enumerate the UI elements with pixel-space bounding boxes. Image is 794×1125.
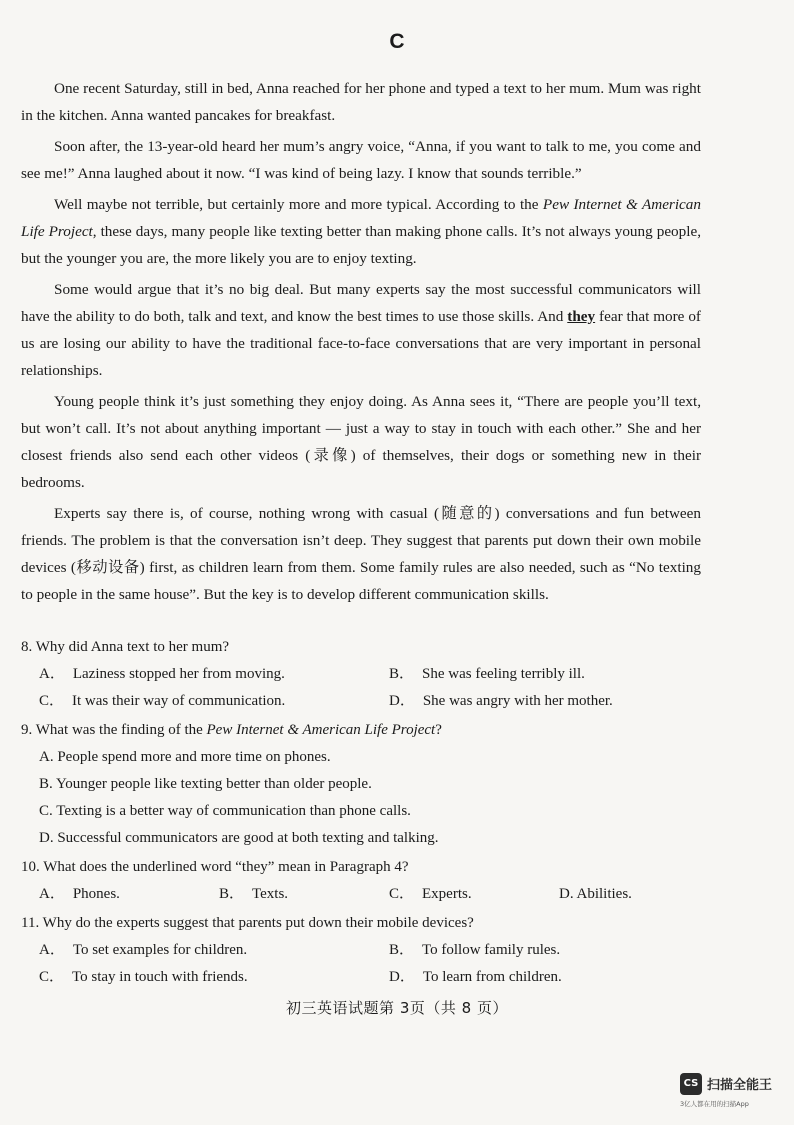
question-11-options xyxy=(21,937,721,991)
question-9-stem-start: 9. What was the finding of the xyxy=(21,722,207,738)
question-10-option-d[interactable]: D. Abilities. xyxy=(559,886,632,902)
question-9-option-c[interactable]: C. Texting is a better way of communication than phone calls. xyxy=(39,803,411,819)
page-footer: 初三英语试题第 3页（共 8 页） xyxy=(286,999,508,1017)
option-text: She was angry with her mother. xyxy=(422,693,613,709)
option-text: Laziness stopped her from moving. xyxy=(72,666,285,682)
question-9-stem xyxy=(21,717,721,744)
paragraph-1: One recent Saturday, still in bed, Anna reached for her phone and typed a text to her mum. Mum was right in the kitchen. Anna wanted pancakes for breakfast. xyxy=(21,80,701,124)
paragraph-3-end: , these days, many people like texting better than making phone calls. It’s not always young people, but the younger you are, the more likely you are to enjoy texting. xyxy=(21,223,702,267)
question-list xyxy=(21,634,721,993)
option-text: To follow family rules. xyxy=(422,942,561,958)
question-11-stem: 11. Why do the experts suggest that parents put down their mobile devices? xyxy=(21,915,474,931)
question-11 xyxy=(21,910,721,991)
question-8-option-a[interactable] xyxy=(39,661,389,688)
option-text: To learn from children. xyxy=(422,969,562,985)
option-text: To stay in touch with friends. xyxy=(72,969,248,985)
option-letter: C． xyxy=(389,886,415,902)
cs-logo-icon: CS xyxy=(680,1073,702,1095)
scanner-tagline: 3亿人都在用的扫描App xyxy=(680,1100,749,1108)
question-10-options xyxy=(21,881,721,908)
option-text: Phones. xyxy=(72,886,120,902)
question-10-option-a[interactable] xyxy=(39,881,219,908)
question-8-option-b[interactable] xyxy=(389,661,719,688)
question-9-option-a[interactable]: A. People spend more and more time on phones. xyxy=(39,749,331,765)
section-heading: C xyxy=(389,30,405,53)
option-letter: A． xyxy=(39,666,65,682)
option-letter: C． xyxy=(39,693,65,709)
scanner-app-name: 扫描全能王 xyxy=(707,1078,773,1093)
paragraph-4-start: Some would argue that it’s no big deal. But many experts say the most successful communicators will have the ability to do both, talk and text, and know the best times to use those skills. And xyxy=(21,281,701,325)
option-letter: B． xyxy=(389,666,415,682)
question-8 xyxy=(21,634,721,715)
paragraph-4-end: fear that more of us are losing our ability to have the traditional face-to-face conversations that are very important in personal relationships. xyxy=(21,308,701,379)
question-9 xyxy=(21,717,721,852)
paragraph-3-start: Well maybe not terrible, but certainly more and more typical. According to the xyxy=(54,196,543,213)
option-text: Texts. xyxy=(252,886,289,902)
paragraph-4 xyxy=(21,276,701,384)
option-text: She was feeling terribly ill. xyxy=(422,666,585,682)
question-9-options xyxy=(21,744,721,852)
question-10-stem: 10. What does the underlined word “they” mean in Paragraph 4? xyxy=(21,859,409,875)
option-text: To set examples for children. xyxy=(72,942,248,958)
paragraph-3 xyxy=(21,191,701,272)
option-text: It was their way of communication. xyxy=(72,693,286,709)
option-letter: A． xyxy=(39,886,65,902)
question-10-option-c[interactable] xyxy=(389,881,559,908)
project-name-italic: Pew Internet & American Life Project xyxy=(21,196,701,240)
paragraph-6: Experts say there is, of course, nothing wrong with casual (随意的) conversations and fun between friends. The problem is that the conversation isn’t deep. They suggest that parents put down their own mobile devices (移动设备) first, as children learn from them. Some family rules are also needed, such as “No texting to people in the same house”. But the key is to develop different communication skills. xyxy=(21,505,701,603)
scanner-watermark xyxy=(680,1071,780,1111)
question-9-option-b[interactable]: B. Younger people like texting better than older people. xyxy=(39,776,372,792)
question-11-option-d[interactable] xyxy=(389,964,719,991)
question-8-options xyxy=(21,661,721,715)
option-letter: C． xyxy=(39,969,65,985)
question-11-option-b[interactable] xyxy=(389,937,719,964)
question-8-option-c[interactable] xyxy=(39,688,389,715)
underlined-word-they: they xyxy=(567,308,596,325)
option-letter: B． xyxy=(219,886,245,902)
question-11-option-a[interactable] xyxy=(39,937,389,964)
question-11-option-c[interactable] xyxy=(39,964,389,991)
paragraph-2: Soon after, the 13-year-old heard her mum’s angry voice, “Anna, if you want to talk to me, you come and see me!” Anna laughed about it now. “I was kind of being lazy. I know that sounds terrible.” xyxy=(21,138,701,182)
question-9-project-italic: Pew Internet & American Life Project xyxy=(206,722,436,738)
question-8-stem: 8. Why did Anna text to her mum? xyxy=(21,639,230,655)
reading-passage xyxy=(21,75,701,612)
option-text: Experts. xyxy=(422,886,472,902)
question-9-option-d[interactable]: D. Successful communicators are good at both texting and talking. xyxy=(39,830,439,846)
question-9-stem-end: ? xyxy=(435,722,442,738)
option-letter: A． xyxy=(39,942,65,958)
paragraph-5: Young people think it’s just something they enjoy doing. As Anna sees it, “There are people you’ll text, but won’t call. It’s not about anything important — just a way to stay in touch with each other.” She and her closest friends also send each other videos (录像) of themselves, their dogs or something new in their bedrooms. xyxy=(21,393,701,491)
option-letter: D． xyxy=(389,693,415,709)
option-letter: B． xyxy=(389,942,415,958)
question-10 xyxy=(21,854,721,908)
option-letter: D． xyxy=(389,969,415,985)
question-8-option-d[interactable] xyxy=(389,688,719,715)
question-10-option-b[interactable] xyxy=(219,881,389,908)
